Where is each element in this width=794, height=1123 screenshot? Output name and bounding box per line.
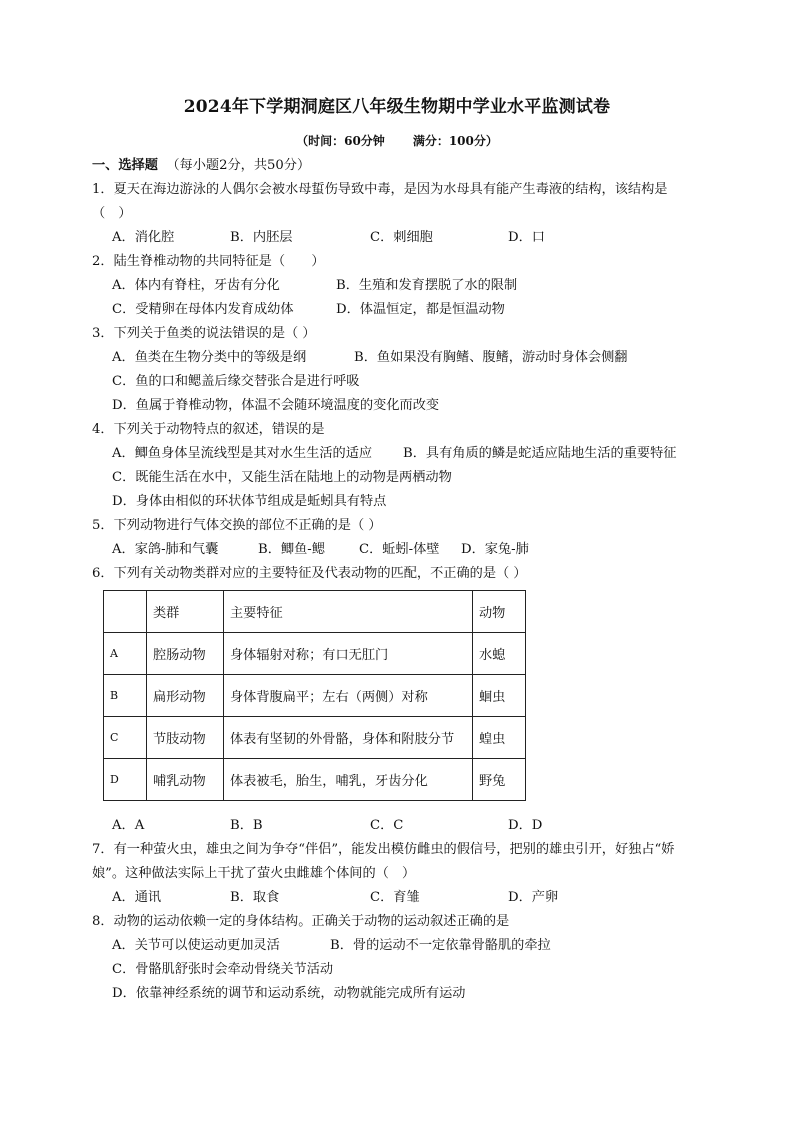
table-header-cell: 动物 [473, 591, 526, 633]
section-note: （每小题2分，共50分） [166, 158, 311, 173]
question-4-stem: 4．下列关于动物特点的叙述，错误的是 [92, 422, 325, 437]
table-cell: C [104, 717, 147, 759]
q1-option-b: B．内胚层 [230, 230, 293, 245]
table-cell: 身体背腹扁平；左右（两侧）对称 [224, 675, 473, 717]
q3-option-a: A．鱼类在生物分类中的等级是纲 [112, 350, 307, 365]
table-row [104, 759, 526, 801]
q7-option-a: A．通讯 [112, 890, 162, 905]
table-cell: A [104, 633, 147, 675]
time-limit: （时间：60分钟 [296, 134, 385, 148]
table-cell: 体表有坚韧的外骨骼，身体和附肢分节 [224, 717, 473, 759]
q1-option-c: C．刺细胞 [370, 230, 433, 245]
q5-option-d: D．家兔-肺 [461, 542, 529, 557]
q2-option-b: B．生殖和发育摆脱了水的限制 [336, 278, 518, 293]
q5-option-c: C．蚯蚓-体壁 [359, 542, 440, 557]
table-cell: 蝗虫 [473, 717, 526, 759]
table-header-row [104, 591, 526, 633]
full-score: 满分：100分） [412, 134, 498, 148]
q5-option-b: B．鲫鱼-鳃 [258, 542, 325, 557]
q6-option-c: C．C [370, 818, 404, 833]
exam-title: 2024年下学期洞庭区八年级生物期中学业水平监测试卷 [183, 97, 611, 117]
table-row [104, 633, 526, 675]
q4-option-b: B．具有角质的鳞是蛇适应陆地生活的重要特征 [403, 446, 677, 461]
q7-option-b: B．取食 [230, 890, 280, 905]
q6-option-d: D．D [508, 818, 543, 833]
q7-option-d: D．产卵 [508, 890, 559, 905]
question-8-stem: 8．动物的运动依赖一定的身体结构。正确关于动物的运动叙述正确的是 [92, 914, 510, 929]
table-cell: D [104, 759, 147, 801]
table-cell: 蛔虫 [473, 675, 526, 717]
table-cell: 水螅 [473, 633, 526, 675]
q3-option-d: D．鱼属于脊椎动物，体温不会随环境温度的变化而改变 [112, 398, 440, 413]
table-cell: 哺乳动物 [147, 759, 224, 801]
exam-meta [0, 132, 794, 149]
q4-option-d: D．身体由相似的环状体节组成是蚯蚓具有特点 [112, 494, 387, 509]
table-row [104, 675, 526, 717]
q7-option-c: C．育雏 [370, 890, 420, 905]
q8-option-b: B．骨的运动不一定依靠骨骼肌的牵拉 [330, 938, 551, 953]
question-7-stem: 7．有一种萤火虫，雄虫之间为争夺“伴侣”，能发出模仿雌虫的假信号，把别的雄虫引开，好独占“娇 [92, 842, 675, 857]
q6-option-a: A．A [112, 818, 145, 833]
table-cell: 腔肠动物 [147, 633, 224, 675]
question-2-stem: 2．陆生脊椎动物的共同特征是（ ） [92, 254, 325, 269]
q2-option-d: D．体温恒定，都是恒温动物 [336, 302, 505, 317]
table-cell: B [104, 675, 147, 717]
table-header-cell: 主要特征 [224, 591, 473, 633]
table-cell: 体表被毛，胎生，哺乳，牙齿分化 [224, 759, 473, 801]
q4-option-c: C．既能生活在水中，又能生活在陆地上的动物是两栖动物 [112, 470, 452, 485]
table-header-cell: 类群 [147, 591, 224, 633]
q2-option-c: C．受精卵在母体内发育成幼体 [112, 302, 294, 317]
section-title: 一、选择题 [92, 158, 158, 173]
question-7-stem-cont: 娘”。这种做法实际上干扰了萤火虫雌雄个体间的（ ） [92, 866, 416, 881]
question-6-stem: 6．下列有关动物类群对应的主要特征及代表动物的匹配，不正确的是（ ） [92, 566, 527, 581]
section-heading [92, 157, 310, 175]
table-cell: 野兔 [473, 759, 526, 801]
q8-option-c: C．骨骼肌舒张时会牵动骨绕关节活动 [112, 962, 334, 977]
q4-option-a: A．鲫鱼身体呈流线型是其对水生生活的适应 [112, 446, 373, 461]
question-3-stem: 3．下列关于鱼类的说法错误的是（ ） [92, 326, 316, 341]
table-cell: 扁形动物 [147, 675, 224, 717]
question-1-stem-cont: （ ） [92, 206, 132, 221]
q3-option-b: B．鱼如果没有胸鳍、腹鳍，游动时身体会侧翻 [354, 350, 628, 365]
q6-option-b: B．B [230, 818, 263, 833]
table-cell: 身体辐射对称；有口无肛门 [224, 633, 473, 675]
table-cell: 节肢动物 [147, 717, 224, 759]
question-1-stem: 1．夏天在海边游泳的人偶尔会被水母蜇伤导致中毒，是因为水母具有能产生毒液的结构，该结构是 [92, 182, 668, 197]
q8-option-d: D．依靠神经系统的调节和运动系统，动物就能完成所有运动 [112, 986, 466, 1001]
q1-option-d: D．口 [508, 230, 545, 245]
q3-option-c: C．鱼的口和鳃盖后缘交替张合是进行呼吸 [112, 374, 360, 389]
table-header-cell [104, 591, 147, 633]
q6-table [103, 590, 526, 801]
q2-option-a: A．体内有脊柱，牙齿有分化 [112, 278, 280, 293]
q5-option-a: A．家鸽-肺和气囊 [112, 542, 219, 557]
q1-option-a: A．消化腔 [112, 230, 175, 245]
question-5-stem: 5．下列动物进行气体交换的部位不正确的是（ ） [92, 518, 382, 533]
table-row [104, 717, 526, 759]
q8-option-a: A．关节可以使运动更加灵活 [112, 938, 280, 953]
